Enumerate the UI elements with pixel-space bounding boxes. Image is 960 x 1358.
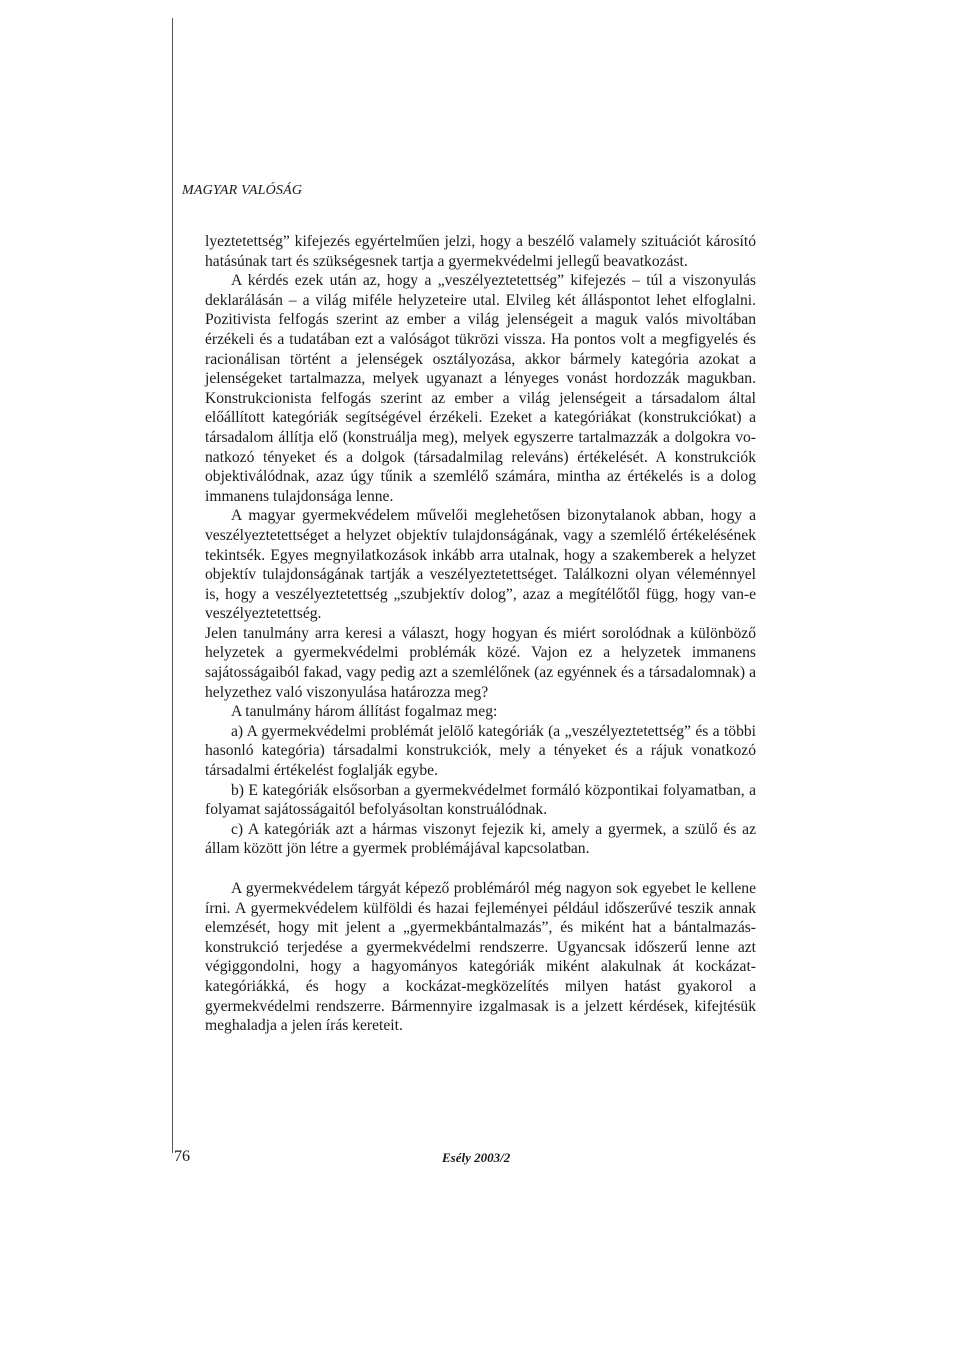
article-body — [205, 232, 756, 1036]
margin-rule — [172, 18, 173, 1153]
paragraph-gap — [205, 859, 756, 879]
paragraph-claim-c: c) A kategóriák azt a hármas viszonyt fejezik ki, amely a gyermek, a szülő és az állam között jön létre a gyermek problémájával kapcsolatban. — [205, 820, 756, 858]
paragraph-outlook: A gyermekvédelem tárgyát képező problémáról még nagyon sok egyebet le kellene írni. A gyermekvédelem külföldi és hazai fejleményei például időszerűvé teszik annak elemzését, hogy mit jelent a „gyermekbántalmazás”, és miként hat a bántalmazás-konstrukció terjedése a gyermekvédelmi rendszerre. Ugyancsak időszerű lenne azt végiggondolni, hogy a hagyományos kategóriák miként alakulnak át kockázat-kategóriákká, és hogy a kockázat-megközelítés milyen hatást gyakorol a gyermekvédelmi rendszerre. Bármennyire izgalmasak is a jelzett kérdések, kifejtésük meghaladja a jelen írás kereteit. — [205, 880, 756, 1035]
paragraph-viewpoints: A kérdés ezek után az, hogy a „veszélyeztetettség” kifejezés – túl a viszonyulás deklarálásán – a világ miféle helyzeteire utal. Elvileg két álláspontot lehet elfoglalni. Pozitivista felfogás szerint az ember a világ jelenségeit a maguk valós mivoltában érzékeli és a tudatában ezt a valóságot tükrözi vissza. Ha pontos volt a megfigyelés és racionálisan történt a jelenségek osztályozása, akkor bármely kategória azokat a jelenségeket tartalmazza, melyek ugyanazt a lényeges vonást hordozzák magukban. Konstrukcionista felfogás szerint az ember a világ jelenségeit a társadalom által előállított kategóriák segítségével érzékeli. Ezeket a kategóriákat (konstrukciókat) a társadalom állítja elő (konstruálja meg), melyek egyszerre tartalmazzák a dolgokra vonatkozó tényeket és a dolgok (társadalmilag releváns) értékelését. A konstrukciók objektiválódnak, azaz úgy tűnik a szemlélő számára, mintha az értékelés is a dolog immanens tulajdonsága lenne. — [205, 272, 756, 505]
running-title: MAGYAR VALÓSÁG — [182, 183, 303, 198]
paragraph-research-question: Jelen tanulmány arra keresi a választ, hogy hogyan és miért sorolódnak a különböző helyzetek a gyermekvédelmi problémák közé. Vajon ez a helyzetek immanens sajátosságaiból fakad, vagy pedig azt a szemlélőnek (az egyénnek és a társadalomnak) a helyzethez való viszonyulása határozza meg? — [205, 624, 756, 701]
paragraph-claims-intro: A tanulmány három állítást fogalmaz meg: — [231, 703, 498, 721]
paragraph-uncertainty: A magyar gyermekvédelem művelői meglehetősen bizonytalanok abban, hogy a veszélyeztetettséget a helyzet objektív tulajdonságának, vagy a szemlélő értékelésének tekintsék. Egyes megnyilatkozások inkább arra utalnak, hogy a szakemberek a helyzet objektív tulajdonságának tartják a veszélyeztetettséget. Találkozni olyan véleménnyel is, hogy a veszélyeztetettség „szubjektív dolog”, azaz a megítélőtől függ, hogy van-e veszélyeztetettség. — [205, 507, 756, 623]
paragraph-claim-b: b) E kategóriák elsősorban a gyermekvédelmet formáló központikai folyamatban, a folyamat sajátosságaitól befolyásoltan konstruálódnak. — [205, 781, 756, 819]
paragraph-claim-a: a) A gyermekvédelmi problémát jelölő kategóriák (a „veszélyeztetettség” és a többi hasonló kategória) társadalmi konstrukciók, mely a tényeket és a rájuk vonatkozó társadalmi értékelést foglalják egybe. — [205, 722, 756, 780]
paragraph-continuation: lyeztetettség” kifejezés egyértelműen jelzi, hogy a beszélő valamely szituációt károsító hatásúnak tart és szükségesnek tartja a gyermekvédelmi jellegű beavatkozást. — [205, 233, 756, 270]
page-number: 76 — [174, 1148, 190, 1165]
journal-issue: Esély 2003/2 — [442, 1150, 511, 1165]
